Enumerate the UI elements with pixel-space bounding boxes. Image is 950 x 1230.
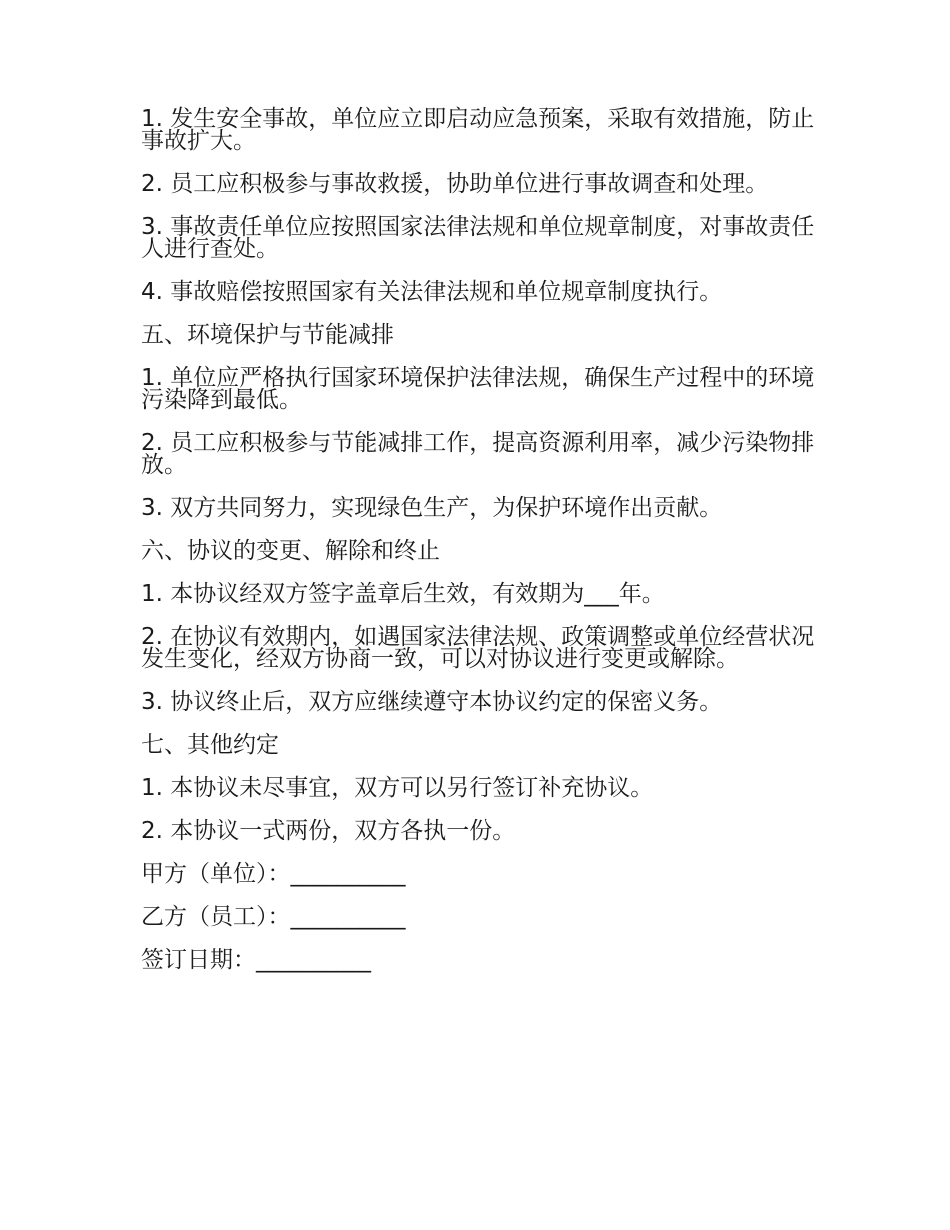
section-heading: 六、协议的变更、解除和终止	[141, 538, 440, 564]
paragraph: 2. 员工应积极参与事故救援，协助单位进行事故调查和处理。	[141, 171, 769, 197]
paragraph: 2. 本协议一式两份，双方各执一份。	[141, 818, 516, 844]
paragraph: 3. 双方共同努力，实现绿色生产，为保护环境作出贡献。	[141, 495, 723, 521]
section-heading: 七、其他约定	[141, 732, 279, 758]
paragraph: 1. 本协议未尽事宜，双方可以另行签订补充协议。	[141, 775, 654, 801]
paragraph: 2. 员工应积极参与节能减排工作，提高资源利用率，减少污染物排放。	[141, 430, 815, 478]
signing-date-line: 签订日期：__________	[141, 947, 371, 973]
signature-line-party-b: 乙方（员工）：__________	[141, 904, 406, 930]
document-body	[141, 108, 816, 992]
section-heading: 五、环境保护与节能减排	[141, 322, 394, 348]
paragraph: 1. 单位应严格执行国家环境保护法律法规，确保生产过程中的环境污染降到最低。	[141, 365, 815, 413]
paragraph: 4. 事故赔偿按照国家有关法律法规和单位规章制度执行。	[141, 279, 723, 305]
paragraph: 1. 发生安全事故，单位应立即启动应急预案，采取有效措施，防止事故扩大。	[141, 106, 815, 154]
paragraph: 2. 在协议有效期内，如遇国家法律法规、政策调整或单位经营状况发生变化，经双方协商一致，可以对协议进行变更或解除。	[141, 624, 815, 672]
signature-line-party-a: 甲方（单位）：__________	[141, 861, 406, 887]
paragraph: 3. 事故责任单位应按照国家法律法规和单位规章制度，对事故责任人进行查处。	[141, 214, 815, 262]
paragraph: 1. 本协议经双方签字盖章后生效，有效期为___年。	[141, 581, 665, 607]
paragraph: 3. 协议终止后，双方应继续遵守本协议约定的保密义务。	[141, 689, 723, 715]
